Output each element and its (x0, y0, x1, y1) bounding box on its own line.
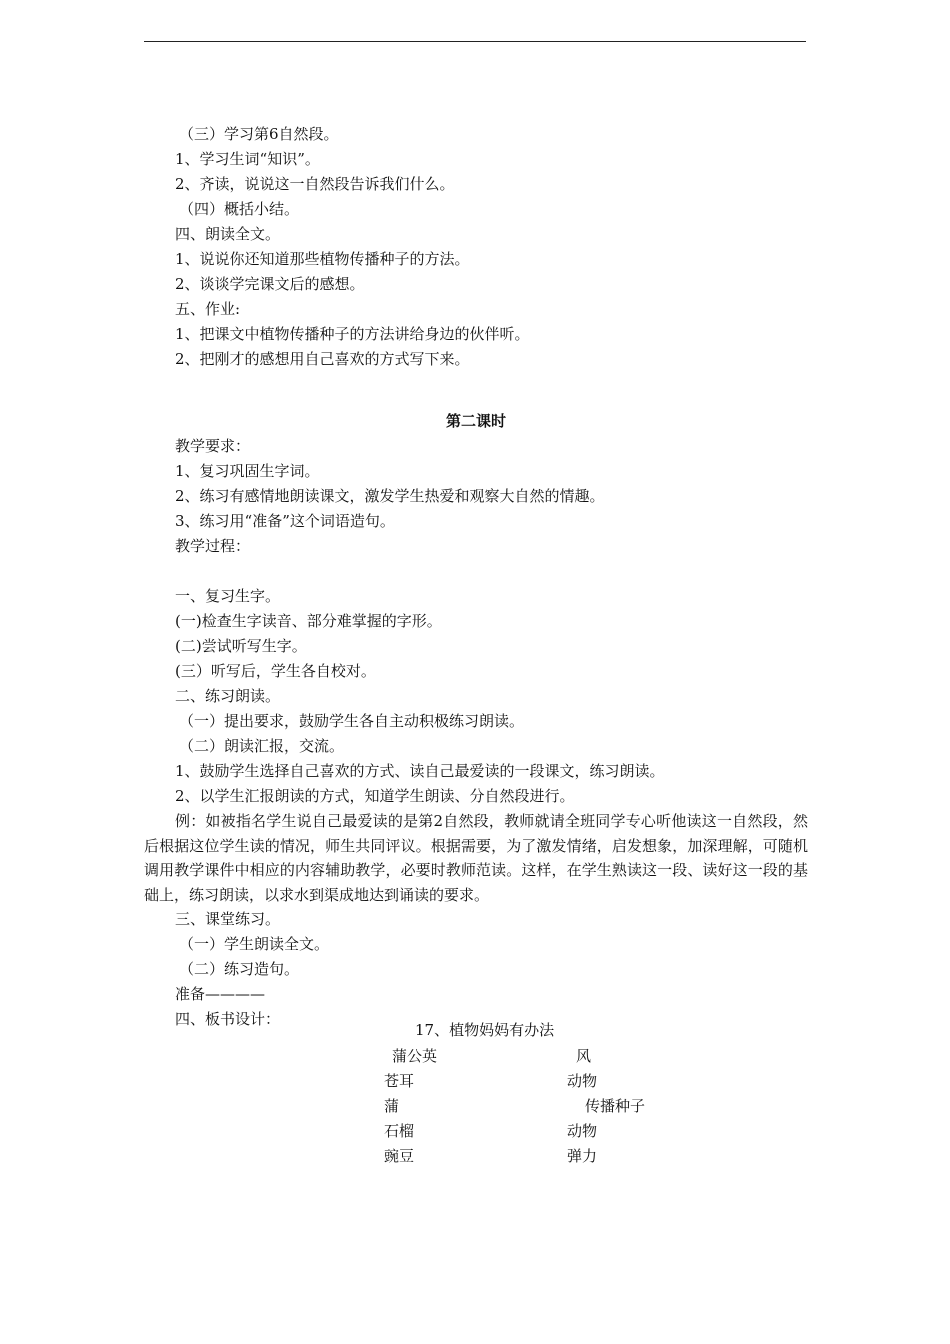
text-line: 1、鼓励学生选择自己喜欢的方式、读自己最爱读的一段课文，练习朗读。 (175, 762, 665, 780)
board-right-item: 弹力 (567, 1147, 598, 1165)
text-line: 3、练习用“准备”这个词语造句。 (175, 512, 395, 530)
text-line: （二）朗读汇报，交流。 (179, 737, 345, 755)
board-left-item: 石榴 (384, 1122, 415, 1140)
header-rule (144, 41, 806, 42)
board-right-item: 传播种子 (585, 1097, 646, 1115)
board-title: 17、植物妈妈有办法 (415, 1021, 555, 1039)
text-line: (三）听写后，学生各自校对。 (175, 662, 376, 680)
text-line: 三、课堂练习。 (175, 910, 281, 928)
text-line: （一）学生朗读全文。 (179, 935, 330, 953)
board-right-item: 动物 (567, 1072, 598, 1090)
board-left-item: 蒲 (384, 1097, 400, 1115)
text-line: （一）提出要求，鼓励学生各自主动积极练习朗读。 (179, 712, 525, 730)
board-right-item: 风 (576, 1047, 592, 1065)
text-line: 2、以学生汇报朗读的方式，知道学生朗读、分自然段进行。 (175, 787, 575, 805)
text-line: 2、齐读，说说这一自然段告诉我们什么。 (175, 175, 455, 193)
text-line: （四）概括小结。 (179, 200, 300, 218)
text-line: (二)尝试听写生字。 (175, 637, 307, 655)
text-line: 1、把课文中植物传播种子的方法讲给身边的伙伴听。 (175, 325, 530, 343)
text-line: 2、把刚才的感想用自己喜欢的方式写下来。 (175, 350, 470, 368)
text-line: 教学过程： (175, 537, 251, 555)
text-line: 1、学习生词“知识”。 (175, 150, 320, 168)
document-body (144, 122, 808, 1032)
text-line: (一)检查生字读音、部分难掌握的字形。 (175, 612, 442, 630)
text-line: （三）学习第6自然段。 (179, 125, 339, 143)
spacer (144, 372, 808, 409)
board-left-item: 苍耳 (384, 1072, 415, 1090)
board-right-item: 动物 (567, 1122, 598, 1140)
text-line: 教学要求： (175, 437, 251, 455)
text-line: 五、作业: (175, 300, 241, 318)
spacer (144, 559, 808, 584)
text-line: 2、谈谈学完课文后的感想。 (175, 275, 365, 293)
text-line: 准备———— (175, 985, 266, 1003)
text-line: （二）练习造句。 (179, 960, 300, 978)
text-line: 1、复习巩固生字词。 (175, 462, 320, 480)
section-title: 第二课时 (445, 412, 506, 430)
text-line: 四、朗读全文。 (175, 225, 281, 243)
text-line: 二、练习朗读。 (175, 687, 281, 705)
board-left-item: 蒲公英 (392, 1047, 438, 1065)
text-line: 2、练习有感情地朗读课文，激发学生热爱和观察大自然的情趣。 (175, 487, 605, 505)
text-line: 四、板书设计： (175, 1010, 281, 1028)
text-line: 一、复习生字。 (175, 587, 281, 605)
text-line: 1、说说你还知道那些植物传播种子的方法。 (175, 250, 470, 268)
example-paragraph: 例：如被指名学生说自己最爱读的是第2自然段，教师就请全班同学专心听他读这一自然段，然后根据这位学生读的情况，师生共同评议。根据需要，为了激发情绪，启发想象，加深理解，可随机调用教学课件中相应的内容辅助教学，必要时教师范读。这样，在学生熟读这一段、读好这一段的基础上，练习朗读，以求水到渠成地达到诵读的要求。 (144, 812, 808, 904)
board-left-item: 豌豆 (384, 1147, 415, 1165)
